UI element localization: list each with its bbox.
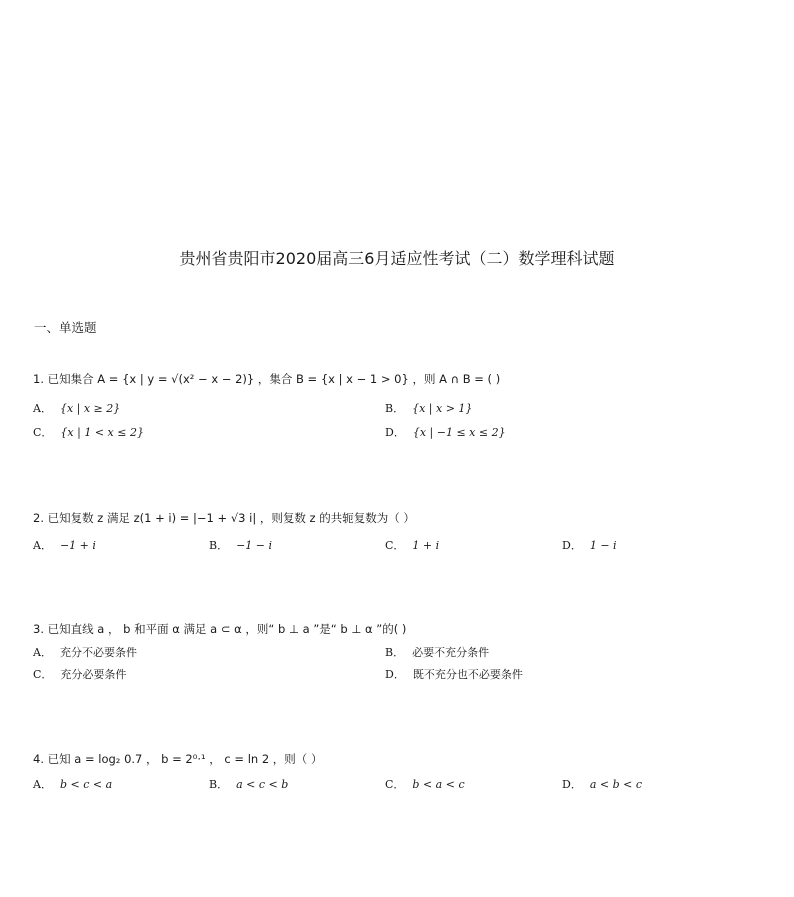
option-text: 必要不充分条件 [412, 646, 490, 659]
question-3-stem: 3. 已知直线 a ， b 和平面 α 满足 a ⊂ α ，则“ b ⊥ a ”是“ b ⊥ α ”的( ) [33, 622, 407, 636]
option-label: D． [562, 539, 582, 552]
question-4-option-c[interactable] [385, 776, 465, 792]
question-1-option-a[interactable] [33, 400, 120, 416]
option-label: A． [33, 778, 52, 791]
option-label: A． [33, 402, 52, 415]
option-label: D． [562, 778, 582, 791]
option-text: {x | 1 < x ≤ 2} [60, 426, 144, 439]
option-text: {x | −1 ≤ x ≤ 2} [412, 426, 506, 439]
option-label: B． [385, 402, 405, 415]
option-label: A． [33, 646, 52, 659]
section-heading: 一、单选题 [34, 320, 97, 335]
question-1-option-d[interactable] [385, 424, 506, 440]
option-text: 充分必要条件 [60, 668, 127, 681]
question-2-option-c[interactable] [385, 537, 439, 553]
question-3-option-b[interactable] [385, 644, 489, 660]
option-label: D． [385, 426, 405, 439]
option-text: a < c < b [236, 778, 289, 791]
question-3-option-d[interactable] [385, 666, 523, 682]
question-2-option-b[interactable] [209, 537, 272, 553]
option-text: 既不充分也不必要条件 [412, 668, 523, 681]
question-1-option-b[interactable] [385, 400, 472, 416]
question-4-option-d[interactable] [562, 776, 642, 792]
option-text: 1 + i [412, 539, 440, 552]
document-title: 贵州省贵阳市2020届高三6月适应性考试（二）数学理科试题 [179, 249, 615, 268]
question-3-option-c[interactable] [33, 666, 126, 682]
question-2-option-a[interactable] [33, 537, 96, 553]
option-text: a < b < c [589, 778, 643, 791]
question-4-option-b[interactable] [209, 776, 288, 792]
option-label: C． [385, 778, 405, 791]
option-label: B． [209, 539, 229, 552]
option-text: −1 − i [236, 539, 273, 552]
option-text: {x | x ≥ 2} [59, 402, 121, 415]
option-label: B． [385, 646, 405, 659]
option-label: B． [209, 778, 229, 791]
question-2-option-d[interactable] [562, 537, 617, 553]
option-text: 1 − i [589, 539, 617, 552]
question-2-stem: 2. 已知复数 z 满足 z(1 + i) = |−1 + √3 i| ，则复数 z 的共轭复数为（ ） [33, 511, 415, 525]
question-4-stem: 4. 已知 a = log₂ 0.7 ， b = 2⁰·¹ ， c = ln 2 ，则（ ） [33, 752, 323, 766]
option-label: C． [33, 668, 53, 681]
question-1-stem: 1. 已知集合 A = {x | y = √(x² − x − 2)} ，集合 B = {x | x − 1 > 0} ，则 A ∩ B = ( ) [33, 372, 501, 386]
option-label: C． [33, 426, 53, 439]
option-text: {x | x > 1} [412, 402, 473, 415]
option-label: A． [33, 539, 52, 552]
option-text: −1 + i [59, 539, 96, 552]
option-text: 充分不必要条件 [59, 646, 137, 659]
option-text: b < a < c [412, 778, 465, 791]
option-label: C． [385, 539, 405, 552]
option-label: D． [385, 668, 405, 681]
question-3-option-a[interactable] [33, 644, 137, 660]
option-text: b < c < a [59, 778, 113, 791]
question-1-option-c[interactable] [33, 424, 144, 440]
question-4-option-a[interactable] [33, 776, 112, 792]
